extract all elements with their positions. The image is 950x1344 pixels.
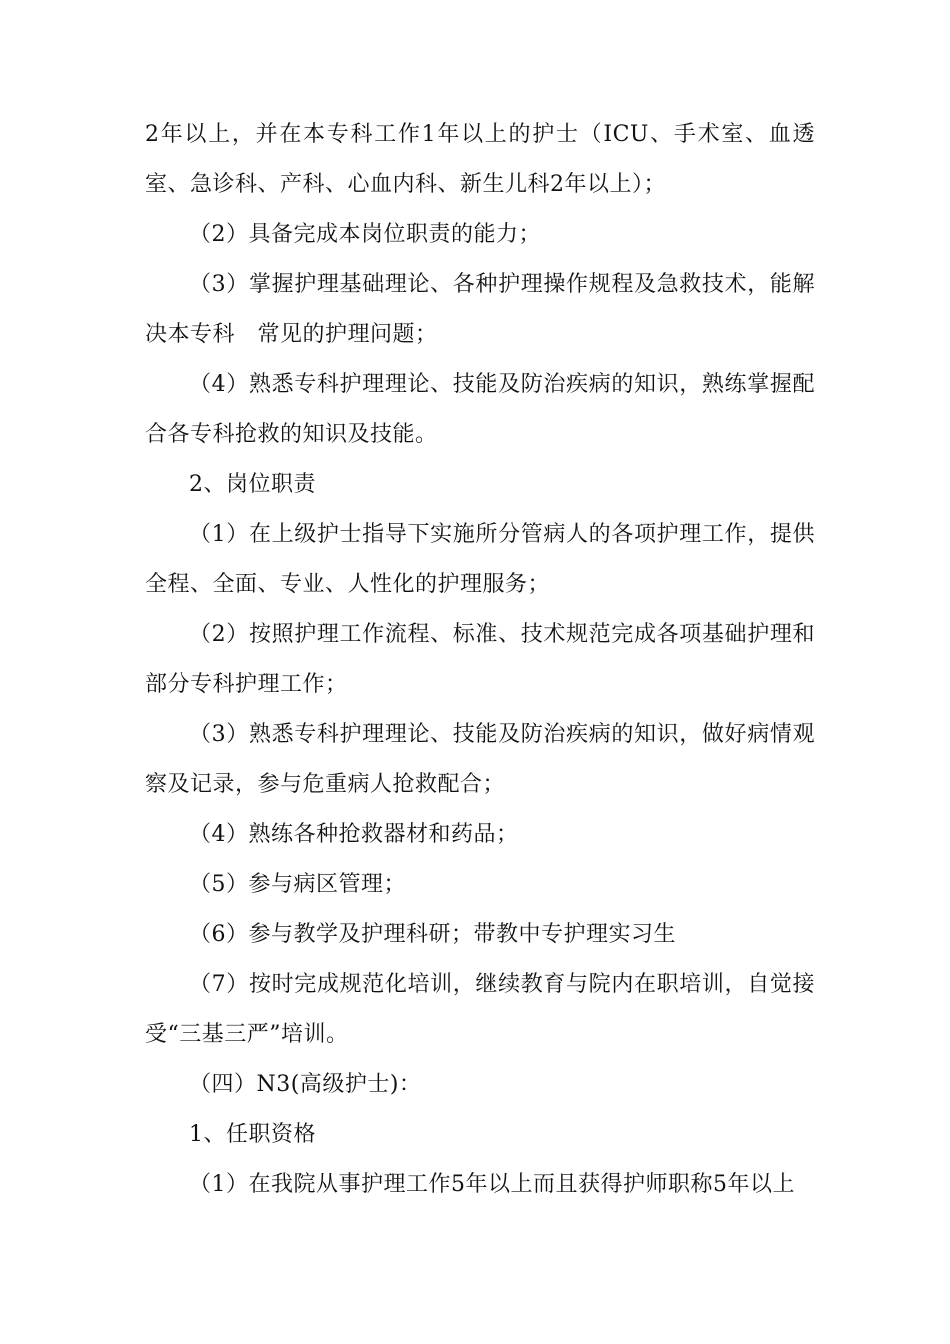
section-heading-duties: 2、岗位职责 bbox=[189, 472, 316, 497]
paragraph-duty-4: （4）熟练各种抢救器材和药品； bbox=[189, 822, 519, 847]
paragraph-qualification-4: （4）熟悉专科护理理论、技能及防治疾病的知识，熟练掌握配合各专科抢救的知识及技能。 bbox=[145, 372, 815, 447]
paragraph-duty-3: （3）熟悉专科护理理论、技能及防治疾病的知识，做好病情观察及记录，参与危重病人抢救配合； bbox=[145, 722, 815, 797]
paragraph-duty-7: （7）按时完成规范化培训，继续教育与院内在职培训，自觉接受“三基三严”培训。 bbox=[145, 972, 815, 1047]
paragraph-duty-5: （5）参与病区管理； bbox=[189, 872, 406, 897]
paragraph-duty-2: （2）按照护理工作流程、标准、技术规范完成各项基础护理和部分专科护理工作； bbox=[145, 622, 815, 697]
paragraph-qualification-3: （3）掌握护理基础理论、各种护理操作规程及急救技术，能解决本专科 常见的护理问题； bbox=[145, 272, 815, 347]
paragraph-duty-1: （1）在上级护士指导下实施所分管病人的各项护理工作，提供全程、全面、专业、人性化的护理服务； bbox=[145, 522, 815, 597]
paragraph-qualification-2: （2）具备完成本岗位职责的能力； bbox=[189, 222, 541, 247]
section-heading-qualifications: 1、任职资格 bbox=[189, 1122, 316, 1147]
paragraph-n3-qualification-1: （1）在我院从事护理工作5年以上而且获得护师职称5年以上 bbox=[189, 1172, 795, 1197]
section-heading-n3: （四）N3(高级护士)： bbox=[189, 1072, 422, 1097]
paragraph-duty-6: （6）参与教学及护理科研；带教中专护理实习生 bbox=[189, 922, 676, 947]
paragraph-continuation: 2年以上，并在本专科工作1年以上的护士（ICU、手术室、血透室、急诊科、产科、心血内科、新生儿科2年以上）； bbox=[145, 122, 815, 197]
document-body bbox=[145, 110, 815, 1210]
